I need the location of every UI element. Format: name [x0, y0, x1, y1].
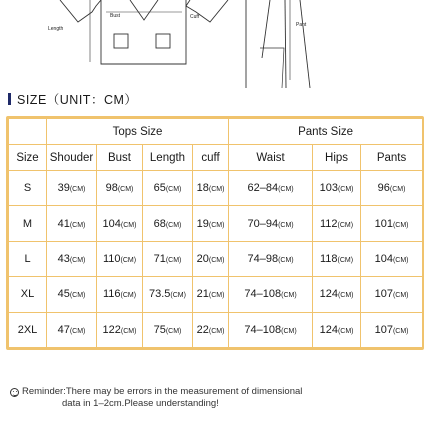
shoulder-cell — [47, 171, 97, 206]
unit-label: (CM) — [120, 327, 137, 335]
pants-value: 96 — [377, 182, 390, 195]
waist-value: 74–108 — [244, 288, 282, 301]
bust-cell — [97, 171, 143, 206]
unit-label: (CM) — [165, 256, 182, 264]
pants-size-header: Pants Size — [229, 119, 423, 145]
hips-value: 103 — [319, 182, 338, 195]
col-header-pants: Pants — [361, 145, 423, 171]
unit-label: (CM) — [69, 256, 86, 264]
unit-label: (CM) — [337, 292, 354, 300]
reminder-line-1: Reminder:There may be errors in the measurement of dimensional — [22, 386, 303, 397]
pant-label: Pant — [296, 22, 307, 28]
unit-label: (CM) — [392, 221, 409, 229]
bust-value: 116 — [102, 288, 121, 301]
pants-value: 107 — [374, 288, 393, 301]
top-garment-illustration — [60, 0, 228, 64]
shoulder-value: 41 — [57, 217, 70, 230]
hips-value: 118 — [319, 252, 338, 265]
pants-cell — [361, 171, 423, 206]
length-cell — [143, 241, 193, 276]
col-header-size: Size — [9, 145, 47, 171]
hips-value: 124 — [319, 323, 338, 336]
cuff-label: Cuff — [190, 14, 200, 20]
unit-label: (CM) — [278, 256, 294, 264]
hips-cell — [313, 241, 361, 276]
waist-cell — [229, 241, 313, 276]
unit-label: (CM) — [392, 292, 409, 300]
pants-value: 101 — [374, 217, 393, 230]
cuff-cell — [193, 241, 229, 276]
unit-label: (CM) — [281, 292, 297, 300]
pants-cell — [361, 312, 423, 347]
waist-cell — [229, 312, 313, 347]
col-header-hips: Hips — [313, 145, 361, 171]
group-header-empty — [9, 119, 47, 145]
reminder-note — [10, 386, 422, 410]
bust-value: 122 — [102, 323, 121, 336]
length-cell — [143, 312, 193, 347]
unit-label: (CM) — [337, 327, 354, 335]
unit-label: (CM) — [208, 292, 225, 300]
unit-label: (CM) — [389, 186, 406, 194]
waist-value: 62–84 — [247, 182, 279, 195]
reminder-line-2: data in 1–2cm.Please understanding! — [62, 398, 219, 409]
unit-label: (CM) — [120, 221, 137, 229]
cuff-cell — [193, 312, 229, 347]
unit-label: (CM) — [120, 256, 137, 264]
bust-value: 110 — [102, 252, 121, 265]
hips-cell — [313, 312, 361, 347]
length-cell — [143, 171, 193, 206]
unit-label: (CM) — [69, 186, 86, 194]
bust-label: Bust — [110, 13, 121, 19]
unit-label: (CM) — [208, 256, 225, 264]
hips-cell — [313, 171, 361, 206]
unit-label: (CM) — [165, 186, 182, 194]
pants-value: 107 — [374, 323, 393, 336]
length-value: 71 — [153, 252, 166, 265]
table-row — [9, 206, 423, 241]
pants-illustration — [246, 0, 310, 88]
size-cell: M — [9, 206, 47, 241]
table-row — [9, 241, 423, 276]
unit-label: (CM) — [69, 327, 86, 335]
col-header-bust: Bust — [97, 145, 143, 171]
cuff-cell — [193, 206, 229, 241]
unit-label: (CM) — [165, 327, 182, 335]
size-cell: XL — [9, 277, 47, 312]
length-cell — [143, 206, 193, 241]
unit-label: (CM) — [281, 327, 297, 335]
table-row — [9, 277, 423, 312]
pants-cell — [361, 206, 423, 241]
size-section-title — [8, 92, 137, 106]
col-header-cuff: cuff — [193, 145, 229, 171]
unit-label: (CM) — [278, 221, 294, 229]
hips-value: 112 — [319, 217, 338, 230]
pants-cell — [361, 241, 423, 276]
length-value: 68 — [153, 217, 166, 230]
table-row — [9, 312, 423, 347]
hips-cell — [313, 277, 361, 312]
bust-cell — [97, 241, 143, 276]
length-value: 73.5 — [149, 288, 171, 301]
shoulder-cell — [47, 277, 97, 312]
tops-size-header: Tops Size — [47, 119, 229, 145]
bust-cell — [97, 277, 143, 312]
hips-cell — [313, 206, 361, 241]
cuff-value: 19 — [196, 217, 209, 230]
garment-diagram — [0, 0, 430, 90]
unit-label: (CM) — [208, 221, 225, 229]
unit-label: (CM) — [392, 256, 409, 264]
col-header-length: Length — [143, 145, 193, 171]
smile-icon — [10, 388, 19, 397]
unit-label: (CM) — [337, 221, 354, 229]
size-chart-table — [6, 116, 424, 350]
size-cell: L — [9, 241, 47, 276]
bust-cell — [97, 206, 143, 241]
col-header-shoulder: Shouder — [47, 145, 97, 171]
unit-label: (CM) — [337, 186, 354, 194]
unit-label: (CM) — [69, 292, 86, 300]
pants-cell — [361, 277, 423, 312]
bust-value: 98 — [105, 182, 118, 195]
waist-cell — [229, 171, 313, 206]
length-label: Length — [48, 26, 64, 32]
table-row — [9, 171, 423, 206]
unit-label: (CM) — [278, 186, 294, 194]
bust-cell — [97, 312, 143, 347]
unit-label: (CM) — [208, 186, 225, 194]
length-value: 75 — [153, 323, 166, 336]
section-title-text: SIZE（UNIT：CM） — [17, 93, 138, 107]
unit-label: (CM) — [337, 256, 354, 264]
waist-value: 74–98 — [247, 252, 279, 265]
unit-label: (CM) — [170, 292, 186, 300]
section-accent-bar — [8, 93, 11, 105]
waist-value: 74–108 — [244, 323, 282, 336]
hips-value: 124 — [319, 288, 338, 301]
cuff-value: 18 — [196, 182, 209, 195]
size-cell: 2XL — [9, 312, 47, 347]
group-header-row — [9, 119, 423, 145]
shoulder-value: 39 — [57, 182, 70, 195]
shoulder-value: 47 — [57, 323, 70, 336]
length-cell — [143, 277, 193, 312]
cuff-value: 20 — [196, 252, 209, 265]
pants-value: 104 — [374, 252, 393, 265]
cuff-cell — [193, 277, 229, 312]
waist-value: 70–94 — [247, 217, 279, 230]
shoulder-cell — [47, 241, 97, 276]
unit-label: (CM) — [392, 327, 409, 335]
shoulder-cell — [47, 206, 97, 241]
col-header-waist: Waist — [229, 145, 313, 171]
shoulder-value: 43 — [57, 252, 70, 265]
cuff-value: 21 — [196, 288, 209, 301]
column-header-row — [9, 145, 423, 171]
cuff-cell — [193, 171, 229, 206]
shoulder-value: 45 — [57, 288, 70, 301]
unit-label: (CM) — [208, 327, 225, 335]
waist-cell — [229, 277, 313, 312]
waist-cell — [229, 206, 313, 241]
unit-label: (CM) — [165, 221, 182, 229]
unit-label: (CM) — [69, 221, 86, 229]
size-cell: S — [9, 171, 47, 206]
bust-value: 104 — [102, 217, 121, 230]
shoulder-cell — [47, 312, 97, 347]
cuff-value: 22 — [196, 323, 209, 336]
length-value: 65 — [153, 182, 166, 195]
unit-label: (CM) — [120, 292, 137, 300]
unit-label: (CM) — [117, 186, 134, 194]
